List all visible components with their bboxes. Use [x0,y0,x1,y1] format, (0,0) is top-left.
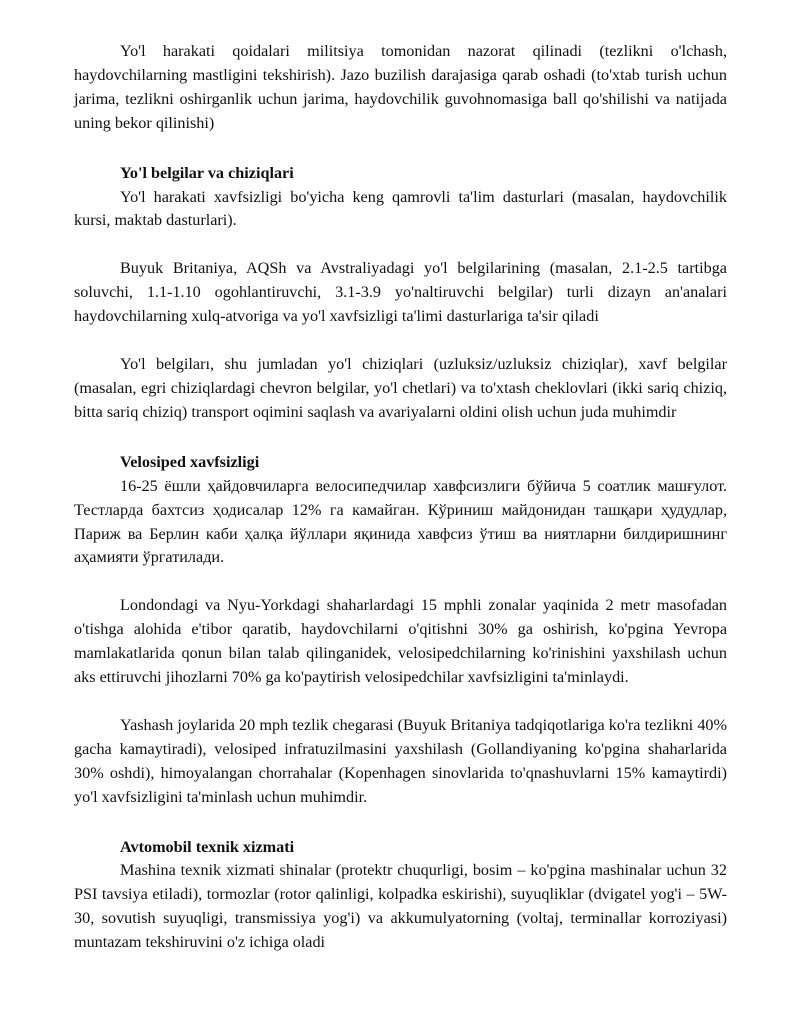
paragraph-driver-training: 16-25 ёшли ҳайдовчиларга велосипедчилар хавфсизлиги бўйича 5 соатлик машғулот. Тестларда бахтсиз ҳодисалар 12% га камайган. Кўриниш майдонидан ташқари ҳудудлар, Париж ва Берлин каби ҳалқа йўллари яқинида хавфсиз ўтиш ва ниятларни билдиришнинг аҳамияти ўргатилади. [74,476,727,567]
paragraph-speed-limits: Yashash joylarida 20 mph tezlik chegarasi (Buyuk Britaniya tadqiqotlariga ko'ra tezlikni 40% gacha kamaytiradi), velosiped infratuzilmasini yaxshilash (Gollandiyaning ko'pgina shaharlarida 30% oshdi), himoyalangan chorrahalar (Kopenhagen sinovlarida to'qnashuvlarni 15% kamaytirdi) yo'l xavfsizligini ta'minlash uchun muhimdir. [74,715,727,806]
paragraph-maintenance-checks: Mashina texnik xizmati shinalar (protektr chuqurligi, bosim – ko'pgina mashinalar uchun 32 PSI tavsiya etiladi), tormozlar (rotor qalinligi, kolpadka eskirishi), suyuqliklar (dvigatel yog'i – 5W-30, sovutish suyuqligi, transmissiya yog'i) va akkumulyatorning (voltaj, terminallar korroziyasi) muntazam tekshiruvini o'z ichiga oladi [74,861,727,952]
paragraph-road-markings: Yo'l belgiları, shu jumladan yo'l chiziqlari (uzluksiz/uzluksiz chiziqlar), xavf belgilar (masalan, egri chiziqlardagi chevron belgilar, yo'l chetlari) va to'xtash cheklovlari (ikki sariq chiziq, bitta sariq chiziq) transport oqimini saqlash va avariyalarni oldini olish uchun juda muhimdir [74,355,727,421]
heading-car-maintenance: Avtomobil texnik xizmati [120,837,295,856]
paragraph-traffic-enforcement: Yo'l harakati qoidalari militsiya tomonidan nazorat qilinadi (tezlikni o'lchash, haydovchilarning mastligini tekshirish). Jazo buzilish darajasiga qarab oshadi (to'xtab turish uchun jarima, tezlikni oshirganlik uchun jarima, haydovchilik guvohnomasiga ball qo'shilishi va natijada uning bekor qilinishi) [74,42,727,132]
heading-road-signs: Yo'l belgilar va chiziqlari [120,163,294,182]
paragraph-education-programs: Yo'l harakati xavfsizligi bo'yicha keng qamrovli ta'lim dasturlari (masalan, haydovchilik kursi, maktab dasturlari). [74,187,727,230]
paragraph-sign-designs: Buyuk Britaniya, AQSh va Avstraliyadagi yo'l belgilarining (masalan, 2.1-2.5 tartibga soluvchi, 1.1-1.10 ogohlantiruvchi, 3.1-3.9 yo'naltiruvchi belgilar) turli dizayn an'analari haydovchilarning xulq-atvoriga va yo'l xavfsizligi ta'limi dasturlariga ta'sir qiladi [74,259,727,326]
heading-bicycle-safety: Velosiped xavfsizligi [120,452,260,471]
paragraph-passing-distance: Londondagi va Nyu-Yorkdagi shaharlardagi 15 mphli zonalar yaqinida 2 metr masofadan o'tishga alohida e'tibor qaratib, haydovchilarni o'qitishni 30% ga oshirish, ko'pgina Yevropa mamlakatlarida qonun bilan talab qilinganidek, velosipedchilarning ko'rinishini yaxshilash uchun aks ettiruvchi jihozlarni 70% ga ko'paytirish velosipedchilar xavfsizligini ta'minlaydi. [74,596,727,687]
